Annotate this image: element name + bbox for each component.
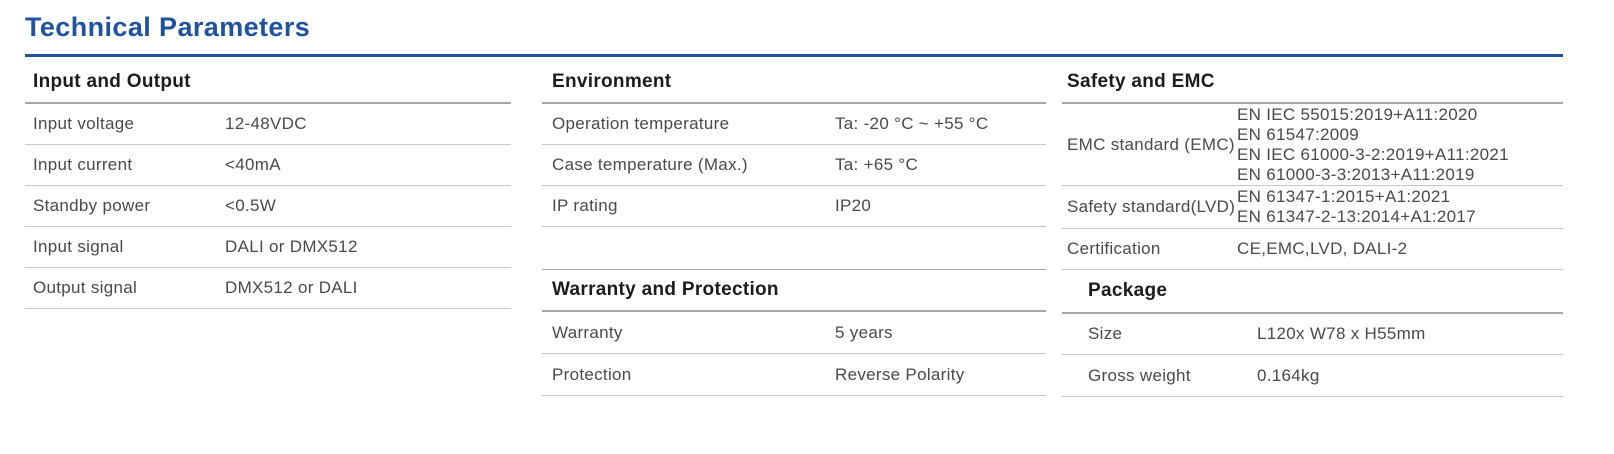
standard-line: EN 61000-3-3:2013+A11:2019 [1237,164,1475,184]
spec-value: 0.164kg [1257,365,1320,385]
spec-value: DMX512 or DALI [225,278,358,297]
spec-label: IP rating [552,196,618,215]
spec-label: Operation temperature [552,114,730,133]
row-input-current [25,145,511,186]
spec-value: <0.5W [225,196,277,215]
spec-label: Case temperature (Max.) [552,155,748,174]
row-output-signal [25,268,511,309]
row-emc-standard [1062,104,1563,186]
section-header-environment: Environment [542,62,1046,104]
row-case-temperature [542,145,1046,186]
standard-line: EN 61347-2-13:2014+A1:2017 [1237,207,1476,226]
spec-label: Size [1088,324,1123,343]
spec-value: CE,EMC,LVD, DALI-2 [1237,239,1408,258]
page-title: Technical Parameters [25,12,311,42]
spec-value: 12-48VDC [225,114,307,133]
column-safety-package [1062,62,1563,397]
row-certification [1062,229,1563,270]
spec-value: Ta: -20 °C ~ +55 °C [835,114,989,133]
row-operation-temperature [542,104,1046,145]
section-header-package: Package [1062,270,1563,314]
spec-label: Warranty [552,322,623,342]
spec-label: Standby power [33,196,151,215]
spec-label: Input current [33,155,133,174]
spec-label: EMC standard (EMC) [1067,134,1235,154]
standard-line: EN IEC 61000-3-2:2019+A11:2021 [1237,144,1509,164]
row-size [1062,314,1563,355]
spec-value: <40mA [225,155,281,174]
spec-label: Safety standard(LVD) [1067,197,1236,216]
column-input-output [25,62,511,309]
row-protection [542,354,1046,396]
spec-label: Protection [552,364,632,384]
title-underline [25,54,1563,57]
spec-label: Input signal [33,237,124,256]
spec-value [1237,105,1563,185]
row-ip-rating [542,186,1046,227]
column-environment-warranty [542,62,1046,396]
spec-label: Output signal [33,278,138,297]
section-header-input-output: Input and Output [25,62,511,104]
row-gross-weight [1062,355,1563,397]
table-environment [542,62,1046,227]
spec-value [1237,187,1563,227]
row-input-voltage [25,104,511,145]
spec-label: Gross weight [1088,365,1191,385]
spec-label: Certification [1067,239,1161,258]
spec-value: 5 years [835,322,893,342]
standard-line: EN 61347-1:2015+A1:2021 [1237,187,1451,206]
spec-value: Reverse Polarity [835,364,965,384]
spec-value: L120x W78 x H55mm [1257,324,1426,343]
spec-value: Ta: +65 °C [835,155,919,174]
section-header-safety-emc: Safety and EMC [1062,62,1563,104]
standard-line: EN IEC 55015:2019+A11:2020 [1237,104,1478,124]
spec-value: DALI or DMX512 [225,237,358,256]
table-warranty-protection [542,269,1046,396]
standard-line: EN 61547:2009 [1237,124,1360,144]
row-warranty [542,312,1046,354]
spec-value: IP20 [835,196,872,215]
row-input-signal [25,227,511,268]
row-safety-standard [1062,186,1563,229]
spec-label: Input voltage [33,114,135,133]
row-standby-power [25,186,511,227]
section-header-warranty-protection: Warranty and Protection [542,270,1046,312]
